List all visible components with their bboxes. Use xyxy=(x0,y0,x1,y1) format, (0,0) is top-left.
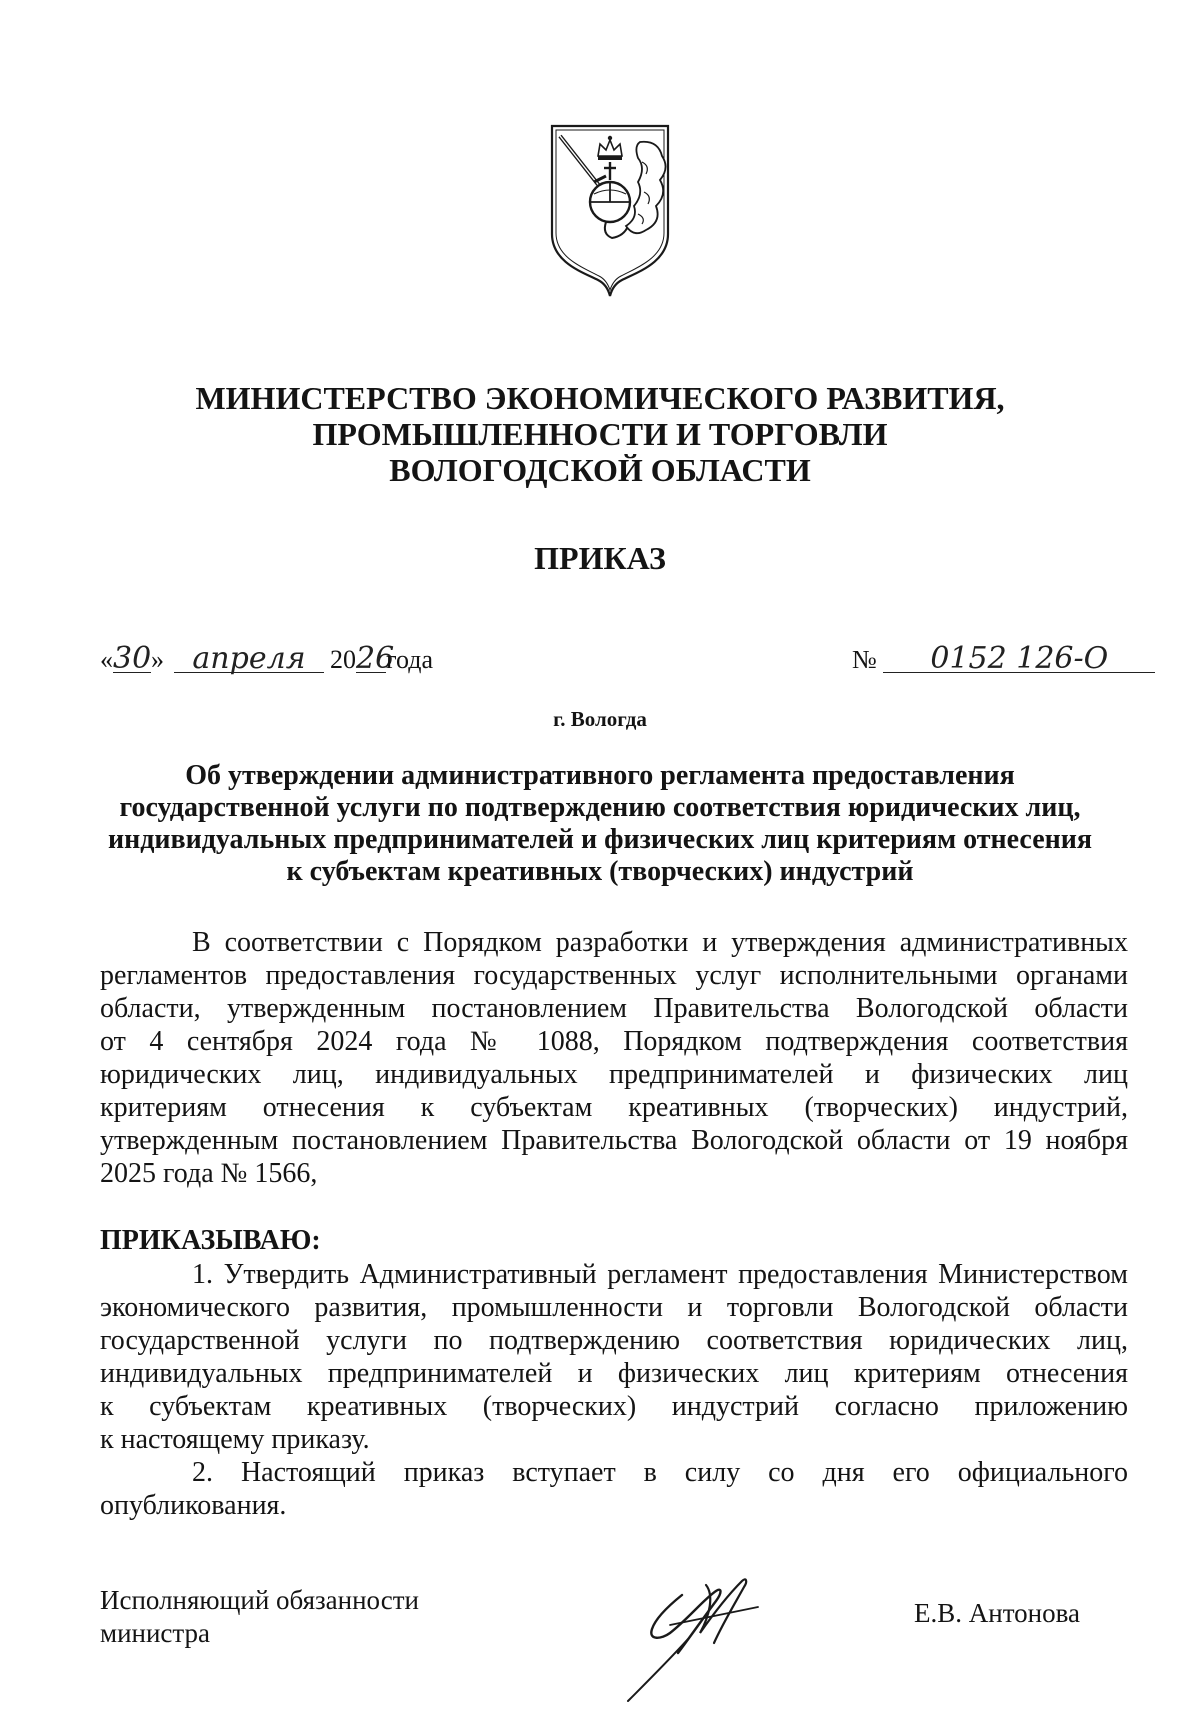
order-number xyxy=(852,641,1155,676)
date-close-quote: » xyxy=(151,645,164,674)
order-items xyxy=(100,1258,1128,1522)
preamble-paragraph xyxy=(100,926,1128,1190)
item-1-line: к настоящему приказу. xyxy=(100,1424,370,1455)
preamble-line: утвержденным постановлением Правительства Вологодской области от 19 ноября xyxy=(100,1125,1128,1156)
preamble-line: юридических лиц, индивидуальных предпринимателей и физических лиц xyxy=(100,1059,1128,1090)
date-year-prefix: 20 xyxy=(330,645,356,674)
city-name: г. Вологда xyxy=(553,707,647,731)
date-day: 30 xyxy=(113,641,152,676)
item-1-line: 1. Утвердить Административный регламент предоставления Министерством xyxy=(192,1259,1128,1290)
signer-position xyxy=(100,1584,419,1650)
preamble-line: области, утвержденным постановлением Правительства Вологодской области xyxy=(100,993,1128,1024)
ministry-name-line: ПРОМЫШЛЕННОСТИ И ТОРГОВЛИ xyxy=(312,416,888,452)
order-word: ПРИКАЗЫВАЮ: xyxy=(100,1225,321,1256)
signer-position-line: Исполняющий обязанности xyxy=(100,1585,419,1615)
ministry-name-line: ВОЛОГОДСКОЙ ОБЛАСТИ xyxy=(389,452,811,488)
document-type: ПРИКАЗ xyxy=(534,540,666,576)
item-2-line: опубликования. xyxy=(100,1490,287,1521)
number-sign: № xyxy=(852,645,877,674)
preamble-line: критериям отнесения к субъектам креативных (творческих) индустрий, xyxy=(100,1092,1128,1123)
ministry-name xyxy=(0,380,1200,488)
order-date xyxy=(100,641,434,676)
order-title xyxy=(0,760,1200,888)
order-title-line: индивидуальных предпринимателей и физических лиц критериям отнесения xyxy=(107,824,1093,855)
order-title-line: государственной услуги по подтверждению соответствия юридических лиц, xyxy=(119,792,1081,823)
preamble-line: от 4 сентября 2024 года № 1088, Порядком подтверждения соответствия xyxy=(100,1026,1128,1057)
coat-of-arms-icon xyxy=(546,122,674,300)
handwritten-signature-icon xyxy=(618,1555,808,1705)
date-open-quote: « xyxy=(100,645,113,674)
preamble-line: 2025 года № 1566, xyxy=(100,1158,318,1189)
item-1-line: экономического развития, промышленности и торговли Вологодской области xyxy=(100,1292,1128,1323)
item-1-line: государственной услуги по подтверждению соответствия юридических лиц, xyxy=(100,1325,1128,1356)
preamble-line: регламентов предоставления государственных услуг исполнительными органами xyxy=(100,960,1128,991)
date-year-suffix: 26 xyxy=(356,641,395,676)
number-value: 0152 126-О xyxy=(883,646,1155,673)
order-title-line: к субъектам креативных (творческих) индустрий xyxy=(286,856,914,887)
signer-position-line: министра xyxy=(100,1618,211,1648)
item-1-line: к субъектам креативных (творческих) индустрий согласно приложению xyxy=(100,1391,1128,1422)
preamble-line: В соответствии с Порядком разработки и утверждения административных xyxy=(192,927,1128,958)
signer-name: Е.В. Антонова xyxy=(914,1598,1080,1628)
order-title-line: Об утверждении административного регламента предоставления xyxy=(185,760,1015,791)
item-2-line: 2. Настоящий приказ вступает в силу со дня его официального xyxy=(192,1457,1128,1488)
date-month: апреля xyxy=(174,646,324,673)
ministry-name-line: МИНИСТЕРСТВО ЭКОНОМИЧЕСКОГО РАЗВИТИЯ, xyxy=(195,380,1005,416)
item-1-line: индивидуальных предпринимателей и физических лиц критериям отнесения xyxy=(100,1358,1128,1389)
date-year-word: года xyxy=(386,645,434,674)
